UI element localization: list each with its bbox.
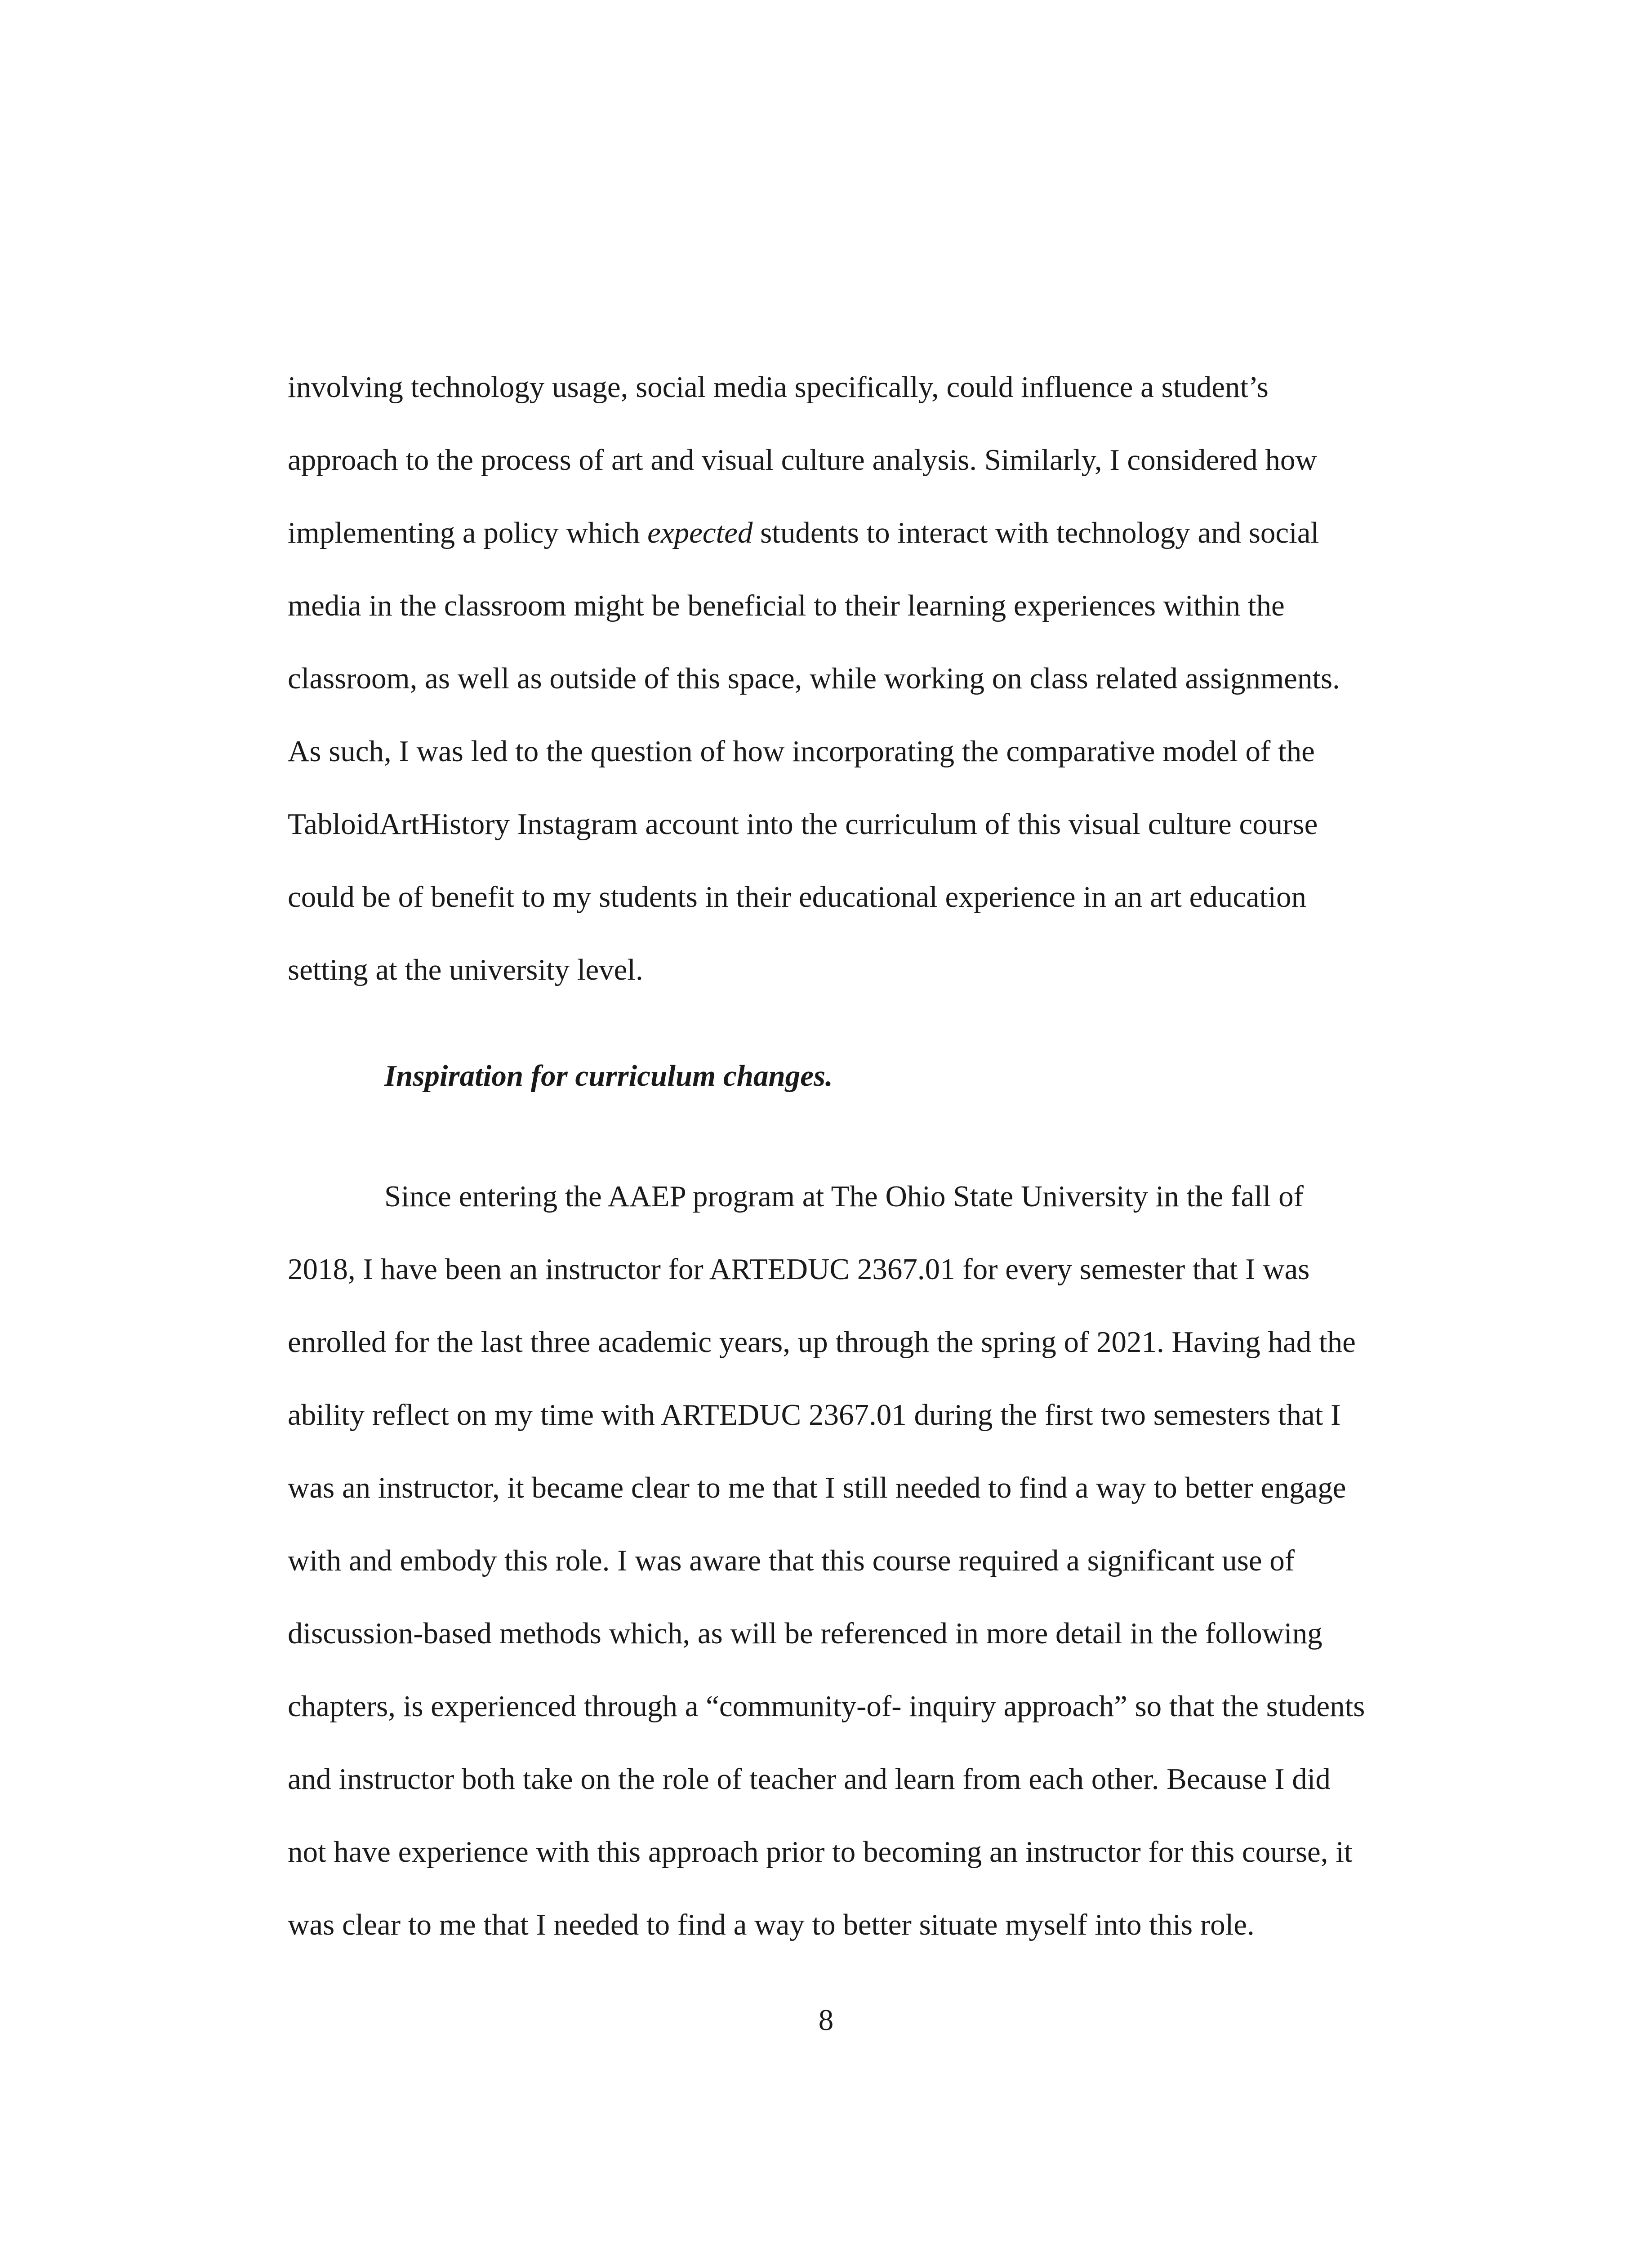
paragraph-2-line-4: ability reflect on my time with ARTEDUC 2367.01 during the first two semesters that I [288,1398,1341,1432]
paragraph-1-line-7: TabloidArtHistory Instagram account into the curriculum of this visual culture course [288,807,1318,841]
paragraph-2-line-1: Since entering the AAEP program at The Ohio State University in the fall of [384,1180,1304,1213]
section-heading: Inspiration for curriculum changes. [384,1059,833,1093]
paragraph-1-line-2: approach to the process of art and visual culture analysis. Similarly, I considered how [288,443,1317,477]
paragraph-1-line-5: classroom, as well as outside of this space, while working on class related assignments. [288,662,1340,695]
paragraph-2 [288,1160,1438,1961]
paragraph-2-line-5: was an instructor, it became clear to me that I still needed to find a way to better engage [288,1471,1346,1504]
page-number: 8 [818,2003,834,2037]
line-3-text-after: students to interact with technology and social [753,516,1319,549]
paragraph-2-line-11: was clear to me that I needed to find a way to better situate myself into this role. [288,1908,1255,1941]
paragraph-2-line-7: discussion-based methods which, as will be referenced in more detail in the following [288,1617,1322,1650]
paragraph-2-line-10: not have experience with this approach prior to becoming an instructor for this course, it [288,1835,1353,1869]
paragraph-2-line-3: enrolled for the last three academic years, up through the spring of 2021. Having had the [288,1325,1356,1359]
line-3-text-before: implementing a policy which [288,516,648,549]
paragraph-1-line-9: setting at the university level. [288,953,643,986]
paragraph-1 [288,351,1438,1006]
paragraph-1-line-4: media in the classroom might be beneficial to their learning experiences within the [288,589,1285,622]
paragraph-2-line-2: 2018, I have been an instructor for ARTEDUC 2367.01 for every semester that I was [288,1253,1310,1286]
paragraph-1-line-6: As such, I was led to the question of how incorporating the comparative model of the [288,735,1315,768]
paragraph-2-line-9: and instructor both take on the role of teacher and learn from each other. Because I did [288,1762,1331,1796]
paragraph-1-line-3 [288,496,1438,569]
paragraph-2-line-8: chapters, is experienced through a “community-of- inquiry approach” so that the students [288,1690,1365,1723]
paragraph-1-line-1: involving technology usage, social media specifically, could influence a student’s [288,370,1269,404]
paragraph-2-line-6: with and embody this role. I was aware that this course required a significant use of [288,1544,1295,1577]
emphasized-word: expected [647,516,753,549]
paragraph-1-line-8: could be of benefit to my students in their educational experience in an art education [288,880,1307,914]
